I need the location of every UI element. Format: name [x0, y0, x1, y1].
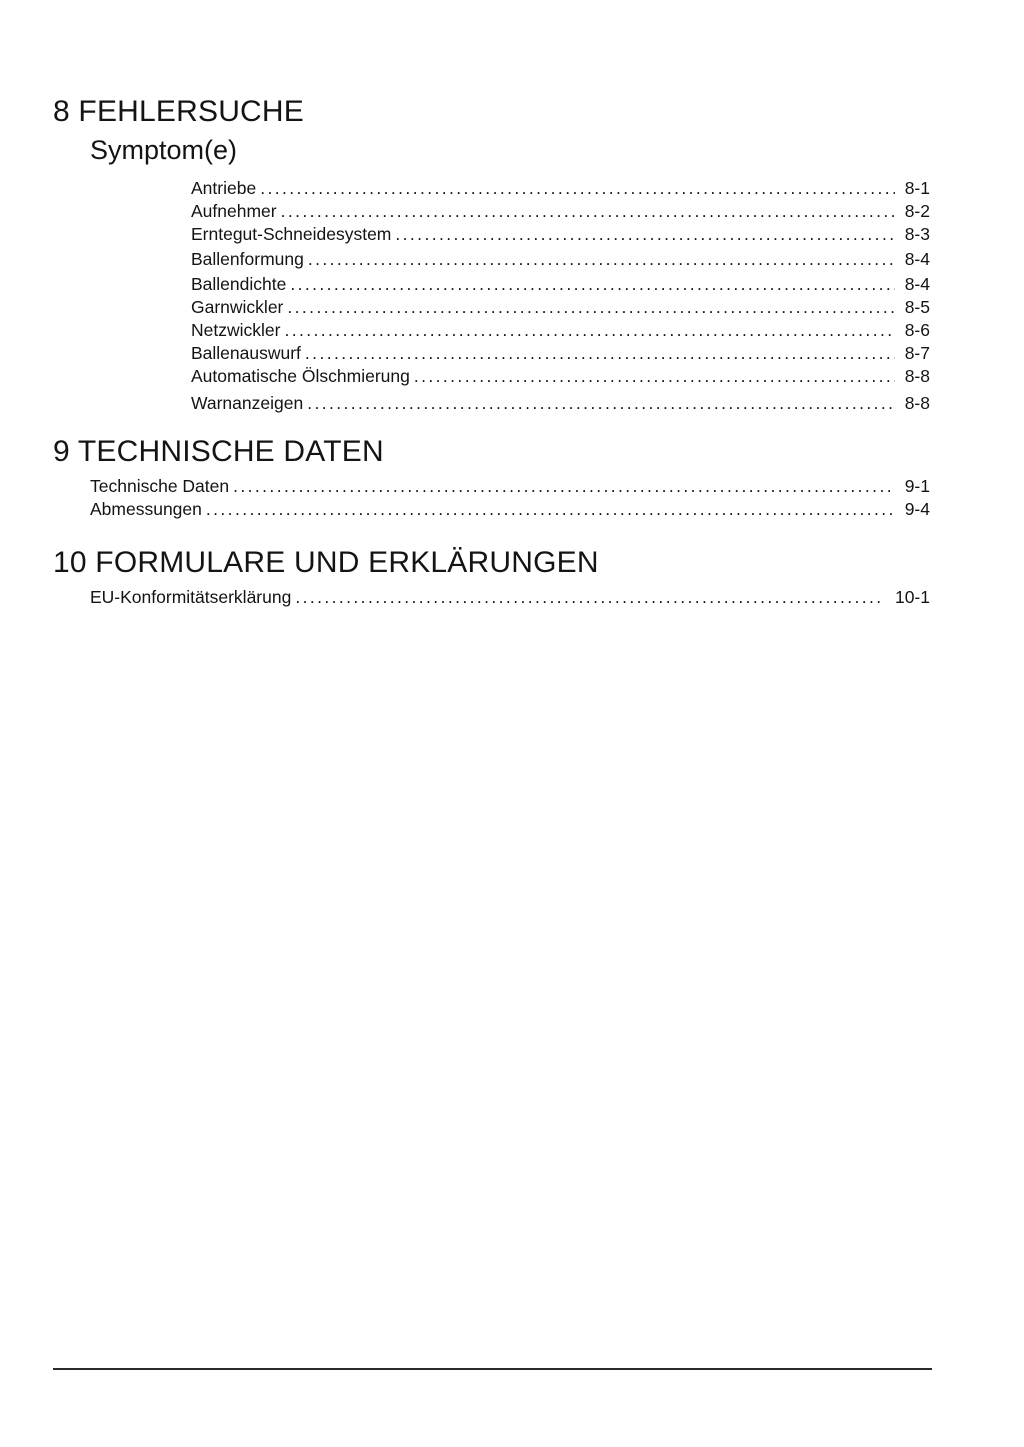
- dotted-leader: [260, 177, 895, 200]
- section-technische-daten: [53, 435, 930, 521]
- toc-entry: [53, 498, 930, 521]
- dotted-leader: [395, 223, 894, 246]
- dotted-leader: [290, 273, 894, 296]
- toc-entry-label: Ballenformung: [191, 249, 304, 269]
- dotted-leader: [287, 296, 894, 319]
- toc-page-number: 8-4: [904, 274, 930, 294]
- toc-page-number: 10-1: [894, 587, 930, 607]
- toc-page-number: 8-7: [904, 343, 930, 363]
- toc-entry-list: [53, 177, 930, 415]
- toc-entry-label: Automatische Ölschmierung: [191, 366, 410, 386]
- footer-rule: [53, 1368, 932, 1370]
- toc-entry-label: Netzwickler: [191, 320, 281, 340]
- dotted-leader: [307, 392, 895, 415]
- dotted-leader: [233, 475, 895, 498]
- toc-entry: [53, 319, 930, 342]
- toc-entry-label: Abmessungen: [90, 499, 202, 519]
- section-formulare: [53, 546, 930, 609]
- toc-entry: [53, 248, 930, 271]
- section-fehlersuche: [53, 95, 930, 415]
- dotted-leader: [281, 200, 895, 223]
- dotted-leader: [414, 365, 895, 388]
- section-heading: 10 FORMULARE UND ERKLÄRUNGEN: [53, 546, 599, 579]
- toc-entry: [53, 586, 930, 609]
- section-heading: 9 TECHNISCHE DATEN: [53, 435, 384, 468]
- dotted-leader: [284, 319, 894, 342]
- section-heading: 8 FEHLERSUCHE: [53, 95, 304, 128]
- toc-entry-label: Ballendichte: [191, 274, 287, 294]
- toc-page-number: 9-1: [904, 476, 930, 496]
- toc-entry: [53, 200, 930, 223]
- toc-entry-label: Antriebe: [191, 178, 257, 198]
- dotted-leader: [305, 342, 895, 365]
- toc-entry: [53, 177, 930, 200]
- toc-page-number: 8-4: [904, 249, 930, 269]
- dotted-leader: [206, 498, 895, 521]
- toc-page-number: 8-2: [904, 201, 930, 221]
- toc-entry-label: Garnwickler: [191, 297, 284, 317]
- section-subheading: Symptom(e): [90, 135, 238, 165]
- dotted-leader: [308, 248, 895, 271]
- toc-entry: [53, 296, 930, 319]
- toc-entry-label: Warnanzeigen: [191, 393, 304, 413]
- toc-page-number: 8-6: [904, 320, 930, 340]
- toc-page-number: 8-5: [904, 297, 930, 317]
- toc-entry: [53, 273, 930, 296]
- toc-entry-list: [53, 475, 930, 521]
- toc-entry-label: EU-Konformitätserklärung: [90, 587, 292, 607]
- toc-entry: [53, 392, 930, 415]
- toc-entry-list: [53, 586, 930, 609]
- toc-page-number: 9-4: [904, 499, 930, 519]
- toc-page-number: 8-8: [904, 393, 930, 413]
- toc-page-number: 8-8: [904, 366, 930, 386]
- toc-entry: [53, 475, 930, 498]
- dotted-leader: [295, 586, 885, 609]
- toc-entry: [53, 365, 930, 388]
- toc-entry: [53, 223, 930, 246]
- toc-entry-label: Erntegut-Schneidesystem: [191, 224, 392, 244]
- toc-entry: [53, 342, 930, 365]
- toc-entry-label: Ballenauswurf: [191, 343, 301, 363]
- toc-page-number: 8-1: [904, 178, 930, 198]
- toc-entry-label: Aufnehmer: [191, 201, 277, 221]
- toc-entry-label: Technische Daten: [90, 476, 230, 496]
- toc-page-number: 8-3: [904, 224, 930, 244]
